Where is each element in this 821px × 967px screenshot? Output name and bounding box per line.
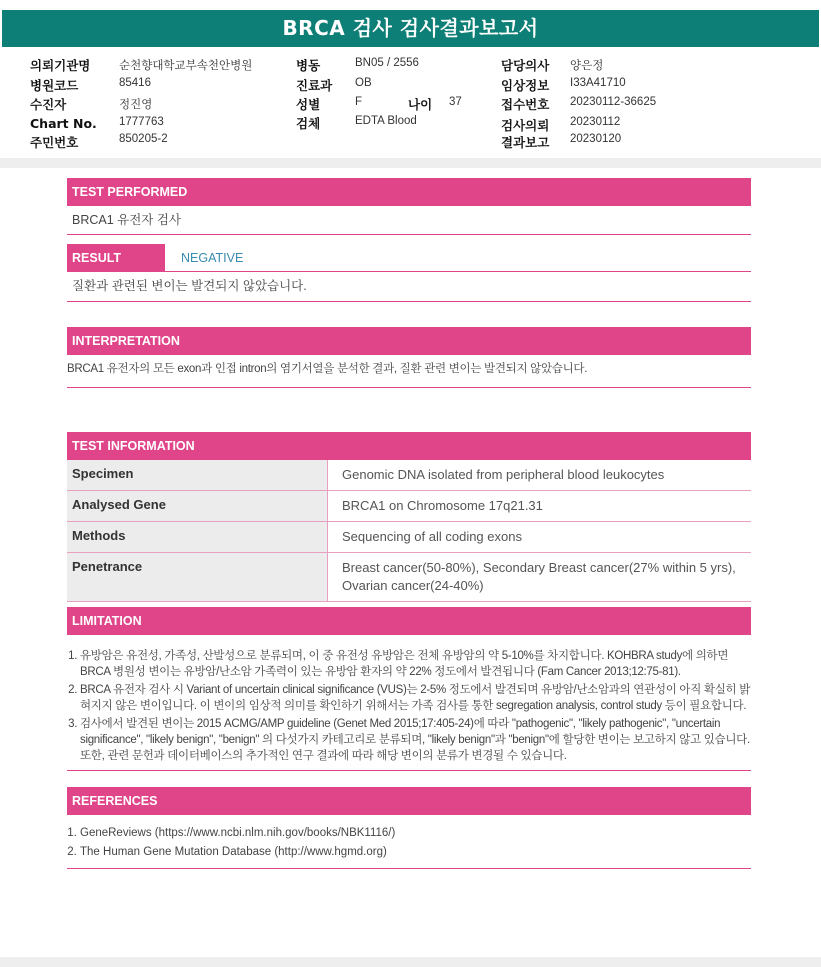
table-row bbox=[67, 491, 751, 522]
label-sex: 성별 bbox=[296, 97, 321, 112]
label-ward: 병동 bbox=[296, 58, 321, 73]
references-heading: REFERENCES bbox=[67, 787, 751, 815]
methods-value: Sequencing of all coding exons bbox=[328, 522, 752, 553]
list-item: 2. BRCA 유전자 검사 시 Variant of uncertain clinical significance (VUS)는 2-5% 정도에서 발견되며 유방암/난소암과의 연관성이 아직 확실히 밝혀지지 않은 변이입니다. 이 변이의 임상적 의미를 확인하기 위해서는 가족 검사를 통한 segregation analysis, control study 등이 필요합니다. bbox=[80, 682, 751, 714]
interpretation-text: BRCA1 유전자의 모든 exon과 인접 intron의 염기서열을 분석한 결과, 질환 관련 변이는 발견되지 않았습니다. bbox=[67, 355, 751, 388]
label-clinical-info: 임상정보 bbox=[501, 78, 550, 93]
value-age: 37 bbox=[449, 96, 462, 108]
list-item: 3. 검사에서 발견된 변이는 2015 ACMG/AMP guideline (Genet Med 2015;17:405-24)에 따라 "pathogenic", "likely pathogenic", "uncertain significance", "likely benign", "benign" 의 다섯가지 카테고리로 분류되며, "likely benign"과 "benign"에 할당한 변이는 보고하지 않고 있습니다. 또한, 관련 문헌과 데이터베이스의 추가적인 연구 결과에 따라 해당 변이의 분류가 변경될 수 있습니다. bbox=[80, 716, 751, 764]
label-patient: 수진자 bbox=[30, 97, 67, 112]
test-performed-text: BRCA1 유전자 검사 bbox=[67, 206, 751, 235]
label-specimen-type: 검체 bbox=[296, 116, 321, 131]
result-heading: RESULT bbox=[72, 251, 122, 265]
limitation-section bbox=[67, 607, 751, 771]
value-institution: 순천향대학교부속천안병원 bbox=[119, 60, 253, 72]
label-resident-no: 주민번호 bbox=[30, 135, 79, 150]
label-institution: 의뢰기관명 bbox=[30, 58, 91, 73]
label-request-date: 검사의뢰 bbox=[501, 118, 550, 133]
value-patient: 정진영 bbox=[119, 99, 153, 111]
value-chart-no: 1777763 bbox=[119, 116, 164, 128]
interpretation-heading: INTERPRETATION bbox=[67, 327, 751, 355]
test-performed-heading: TEST PERFORMED bbox=[67, 178, 751, 206]
report-title: BRCA 검사 검사결과보고서 bbox=[2, 10, 819, 47]
specimen-value: Genomic DNA isolated from peripheral blood leukocytes bbox=[328, 460, 752, 491]
value-accession-no: 20230112-36625 bbox=[570, 96, 657, 108]
limitation-body bbox=[67, 635, 751, 771]
specimen-key: Specimen bbox=[67, 460, 328, 491]
references-list bbox=[67, 824, 751, 862]
penetrance-value: Breast cancer(50-80%), Secondary Breast cancer(27% within 5 yrs), Ovarian cancer(24-40%) bbox=[328, 553, 752, 602]
limitation-list bbox=[67, 648, 751, 764]
table-row bbox=[67, 522, 751, 553]
label-department: 진료과 bbox=[296, 78, 333, 93]
table-row bbox=[67, 553, 751, 602]
list-item: 2. The Human Gene Mutation Database (http://www.hgmd.org) bbox=[80, 843, 751, 862]
list-item: 1. GeneReviews (https://www.ncbi.nlm.nih.gov/books/NBK1116/) bbox=[80, 824, 751, 843]
references-section bbox=[67, 787, 751, 869]
value-doctor: 양은정 bbox=[570, 60, 604, 72]
value-department: OB bbox=[355, 77, 372, 89]
methods-key: Methods bbox=[67, 522, 328, 553]
patient-header bbox=[0, 55, 821, 150]
page-bottom-band bbox=[0, 957, 821, 967]
result-heading-row bbox=[67, 244, 751, 272]
interpretation-section bbox=[67, 327, 751, 388]
analysed-gene-value: BRCA1 on Chromosome 17q21.31 bbox=[328, 491, 752, 522]
label-hospital-code: 병원코드 bbox=[30, 78, 79, 93]
value-report-date: 20230120 bbox=[570, 133, 622, 145]
test-performed-section bbox=[67, 178, 751, 235]
analysed-gene-key: Analysed Gene bbox=[67, 491, 328, 522]
label-chart-no: Chart No. bbox=[30, 116, 97, 131]
limitation-heading: LIMITATION bbox=[67, 607, 751, 635]
header-separator bbox=[0, 158, 821, 168]
value-resident-no: 850205-2 bbox=[119, 133, 168, 145]
test-information-table bbox=[67, 460, 751, 602]
list-item: 1. 유방암은 유전성, 가족성, 산발성으로 분류되며, 이 중 유전성 유방암은 전체 유방암의 약 5-10%를 차지합니다. KOHBRA study에 의하면 BRCA 병원성 변이는 유방암/난소암 가족력이 있는 유방암 환자의 약 22% 정도에서 발견됩니다 (Fam Cancer 2013;12:75-81). bbox=[80, 648, 751, 680]
label-age: 나이 bbox=[408, 97, 433, 112]
result-text: 질환과 관련된 변이는 발견되지 않았습니다. bbox=[67, 272, 751, 302]
result-section bbox=[67, 244, 751, 302]
label-accession-no: 접수번호 bbox=[501, 97, 550, 112]
penetrance-key: Penetrance bbox=[67, 553, 328, 602]
value-hospital-code: 85416 bbox=[119, 77, 151, 89]
table-row bbox=[67, 460, 751, 491]
result-value: NEGATIVE bbox=[165, 244, 751, 272]
label-report-date: 결과보고 bbox=[501, 135, 550, 150]
references-body bbox=[67, 815, 751, 869]
value-sex: F bbox=[355, 96, 363, 108]
value-clinical-info: I33A41710 bbox=[570, 77, 626, 89]
value-ward: BN05 / 2556 bbox=[355, 57, 419, 69]
value-request-date: 20230112 bbox=[570, 116, 621, 128]
value-specimen-type: EDTA Blood bbox=[355, 115, 417, 127]
label-doctor: 담당의사 bbox=[501, 58, 550, 73]
test-information-section bbox=[67, 432, 751, 602]
test-information-heading: TEST INFORMATION bbox=[67, 432, 751, 460]
